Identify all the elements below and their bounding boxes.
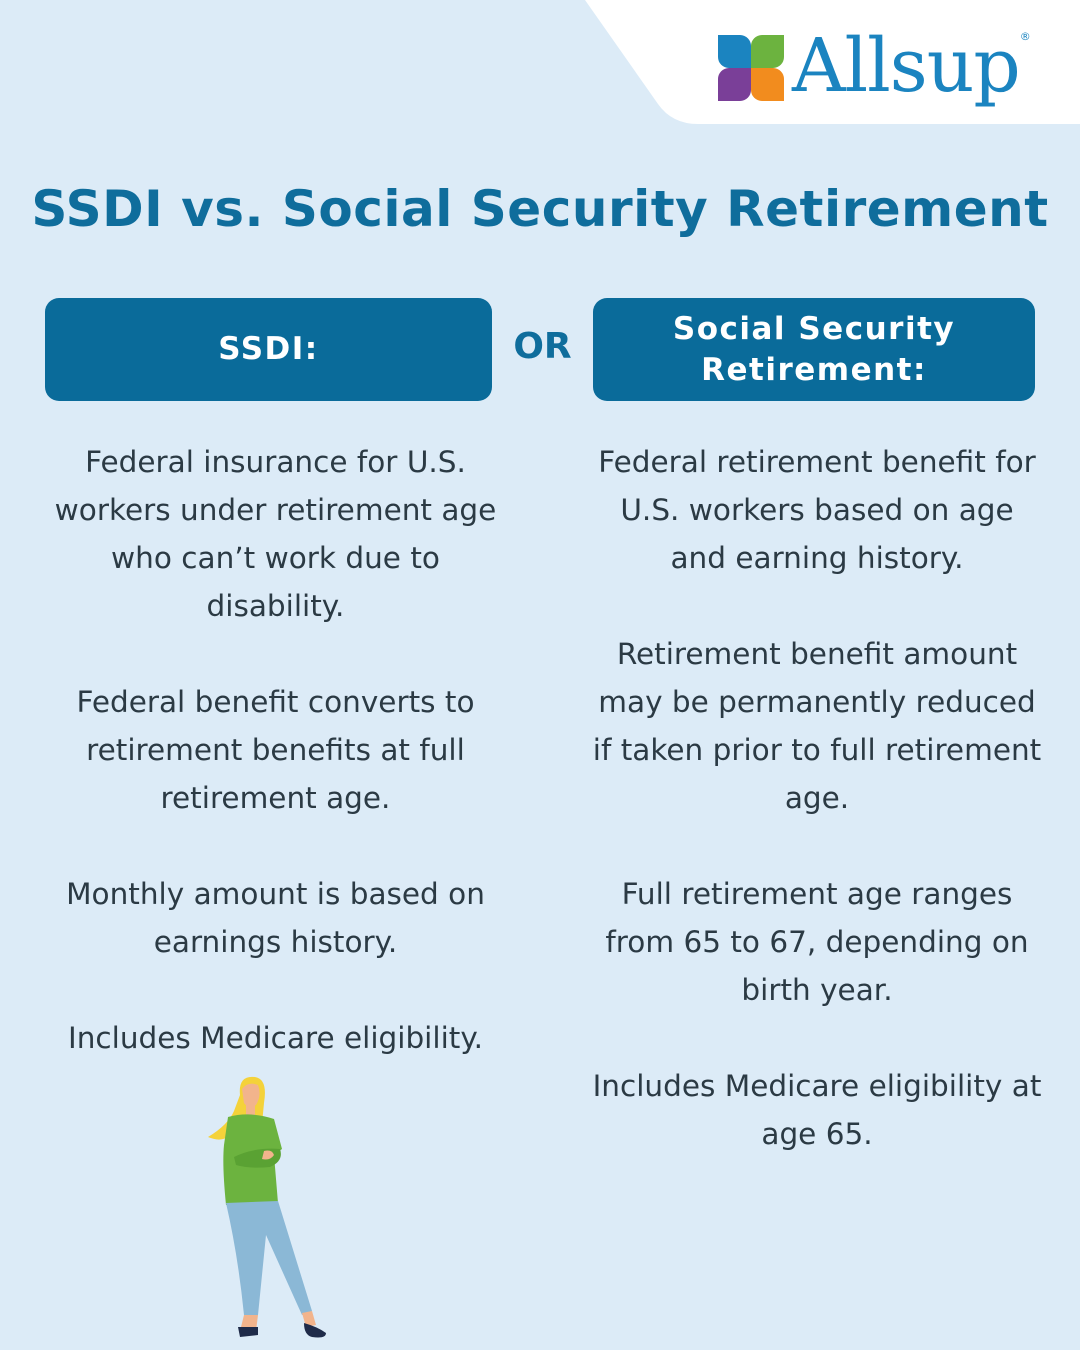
ssdi-header-pill (45, 298, 492, 401)
allsup-logo-mark-icon (716, 33, 786, 103)
ssdi-column (38, 438, 513, 1062)
registered-mark: ® (1019, 30, 1030, 43)
ssdi-point-1: Federal insurance for U.S. workers under retirement age who can’t work due to disability. (54, 445, 497, 623)
or-separator: OR (513, 326, 572, 367)
ssdi-point-2: Federal benefit converts to retirement benefits at full retirement age. (76, 685, 475, 815)
woman-arms-crossed-icon (200, 1075, 335, 1340)
retirement-header-label: Social Security Retirement: (672, 310, 956, 388)
page-title: SSDI vs. Social Security Retirement (31, 180, 1049, 238)
ssdi-header-label: SSDI: (218, 331, 319, 368)
allsup-logo (716, 18, 1030, 118)
retirement-column (592, 438, 1042, 1158)
retirement-point-3: Full retirement age ranges from 65 to 67, depending on birth year. (605, 877, 1029, 1007)
retirement-point-4: Includes Medicare eligibility at age 65. (592, 1069, 1042, 1151)
logo-wordmark: Allsup ® (792, 23, 1030, 109)
retirement-point-1: Federal retirement benefit for U.S. workers based on age and earning history. (598, 445, 1036, 575)
ssdi-point-4: Includes Medicare eligibility. (68, 1021, 483, 1055)
retirement-point-2: Retirement benefit amount may be permanently reduced if taken prior to full retirement age. (592, 637, 1042, 815)
retirement-header-pill (593, 298, 1035, 401)
ssdi-point-3: Monthly amount is based on earnings history. (66, 877, 485, 959)
